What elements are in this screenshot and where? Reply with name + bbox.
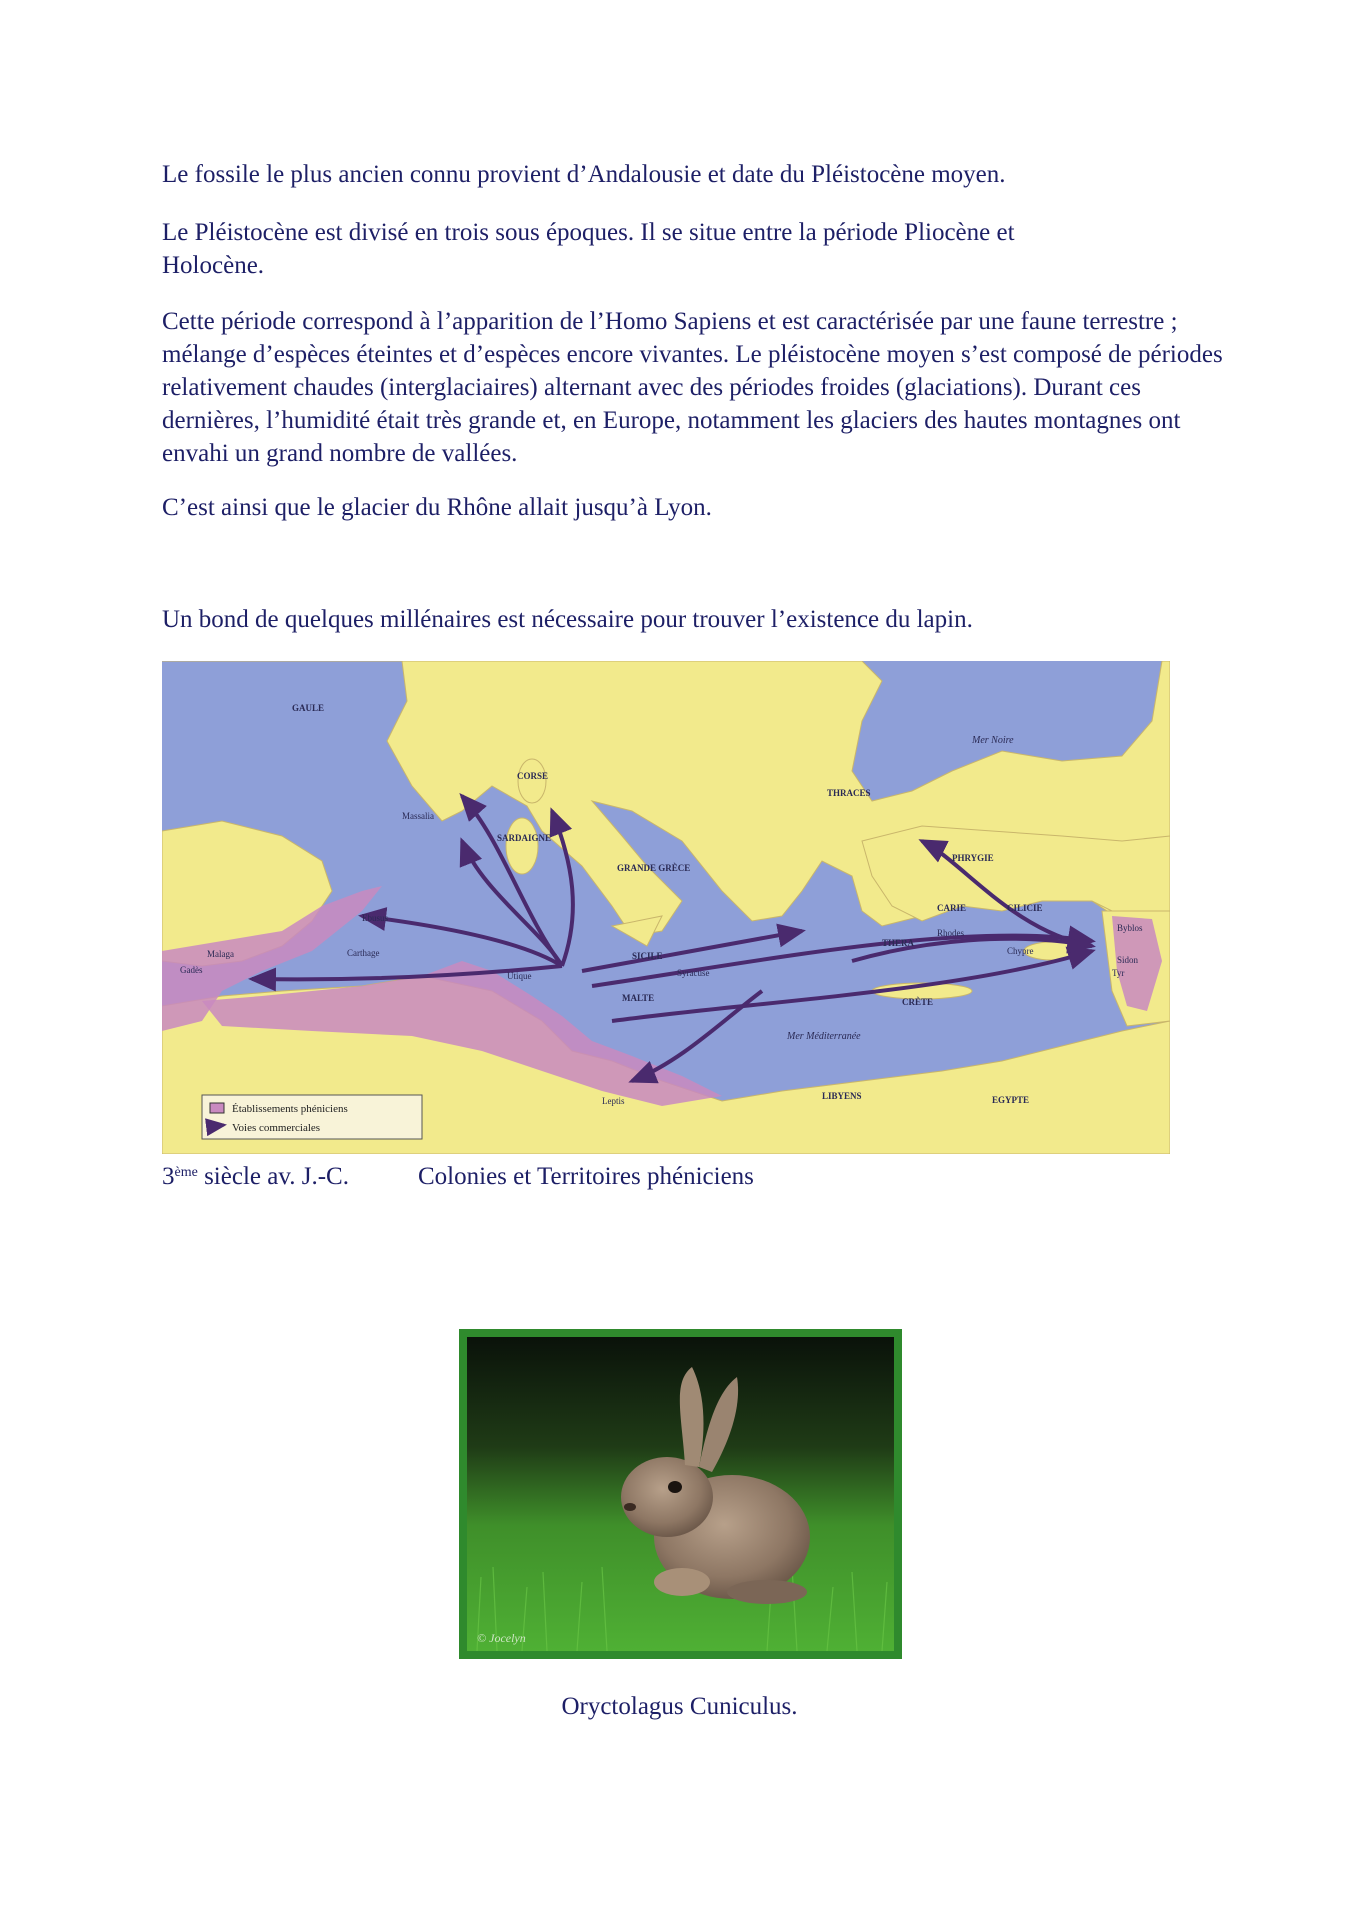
- photo-watermark: © Jocelyn: [477, 1631, 526, 1645]
- label-malte: MALTE: [622, 993, 655, 1003]
- rabbit-photo-frame: [459, 1329, 902, 1659]
- map-caption-title: Colonies et Territoires phéniciens: [418, 1163, 754, 1190]
- paragraph-text: Le fossile le plus ancien connu provient d’Andalousie et date du Pléistocène moyen.: [162, 161, 1006, 188]
- century-superscript: ème: [174, 1165, 198, 1180]
- label-malaga: Malaga: [207, 949, 234, 959]
- label-utique: Utique: [507, 971, 532, 981]
- label-egypte: EGYPTE: [992, 1095, 1030, 1105]
- label-mer-noire: Mer Noire: [972, 735, 1014, 746]
- label-leptis: Leptis: [602, 1096, 625, 1106]
- label-massalia: Massalia: [402, 811, 434, 821]
- label-gaule: GAULE: [292, 703, 325, 713]
- label-carthage: Carthage: [347, 948, 380, 958]
- label-chypre: Chypre: [1007, 946, 1034, 956]
- label-cilicie: CILICIE: [1007, 903, 1043, 913]
- label-thera: THERA: [882, 938, 915, 948]
- label-sicile: SICILE: [632, 951, 663, 961]
- century-number: 3: [162, 1163, 175, 1190]
- label-sardaigne: SARDAIGNE: [497, 833, 552, 843]
- island-corse: [517, 759, 549, 803]
- label-byblos: Byblos: [1117, 923, 1143, 933]
- map-legend: [202, 1095, 422, 1139]
- phoenician-colonies-map: [162, 661, 1170, 1154]
- rabbit-photo-caption: Oryctolagus Cuniculus.: [561, 1693, 798, 1720]
- label-ebusus: Ebusus: [362, 913, 389, 923]
- paragraph-period: [162, 305, 1224, 470]
- rabbit-photo: [467, 1337, 894, 1651]
- map-caption-century: [162, 1160, 349, 1193]
- paragraph-rabbit-intro: [162, 603, 1222, 636]
- label-carie: CARIE: [937, 903, 967, 913]
- paragraph-text: Cette période correspond à l’apparition de l’Homo Sapiens et est caractérisée par une faune terrestre ; mélange d’espèces éteintes et d’espèces encore vivantes. Le pléistocène moyen s’est composé de périodes relativement chaudes (interglaciaires) alternant avec des périodes froides (glaciations). Durant ces dernières, l’humidité était très grande et, en Europe, notamment les glaciers des hautes montagnes ont envahi un grand nombre de vallées.: [162, 308, 1223, 467]
- label-crete: CRÈTE: [902, 997, 934, 1007]
- label-libyens: LIBYENS: [822, 1091, 862, 1101]
- paragraph-text: Le Pléistocène est divisé en trois sous époques. Il se situe entre la période Pliocène et Holocène.: [162, 219, 1015, 279]
- paragraph-fossil: [162, 158, 1222, 191]
- paragraph-pleistocene: [162, 216, 1122, 282]
- paragraph-text: Un bond de quelques millénaires est nécessaire pour trouver l’existence du lapin.: [162, 606, 973, 633]
- label-phrygie: PHRYGIE: [952, 853, 994, 863]
- label-grande-grece: GRANDE GRÈCE: [617, 863, 691, 873]
- label-rhodes: Rhodes: [937, 928, 964, 938]
- legend-routes-label: Voies commerciales: [232, 1122, 321, 1134]
- island-sardaigne: [506, 818, 538, 874]
- label-sidon: Sidon: [1117, 955, 1139, 965]
- paragraph-text: C’est ainsi que le glacier du Rhône allait jusqu’à Lyon.: [162, 494, 712, 521]
- label-gades: Gadès: [180, 965, 203, 975]
- rabbit-illustration: [467, 1337, 894, 1651]
- label-corse: CORSE: [517, 771, 549, 781]
- label-syracuse: Syracuse: [677, 968, 710, 978]
- century-text: siècle av. J.-C.: [197, 1163, 349, 1190]
- label-tyr: Tyr: [1112, 968, 1125, 978]
- label-thraces: THRACES: [827, 788, 871, 798]
- legend-settlements-label: Établissements phéniciens: [232, 1103, 348, 1115]
- paragraph-glacier: [162, 491, 1222, 524]
- label-mer-mediterranee: Mer Méditerranée: [787, 1031, 861, 1042]
